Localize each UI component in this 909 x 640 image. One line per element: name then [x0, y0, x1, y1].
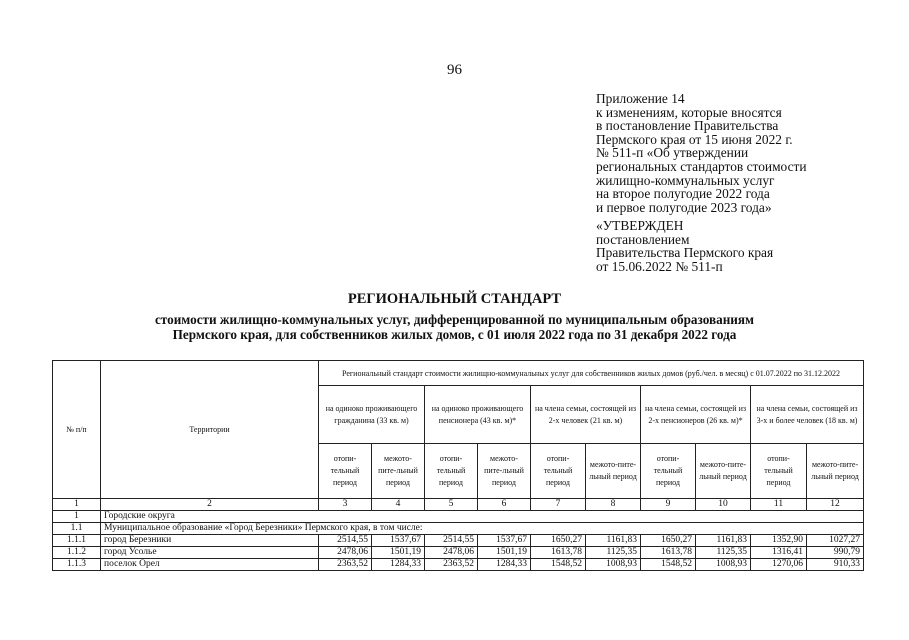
territory-name: город Усолье [101, 547, 319, 559]
cell-value: 1613,78 [531, 547, 586, 559]
cell-value: 1161,83 [696, 535, 751, 547]
header-num: № п/п [53, 361, 101, 499]
section-row [53, 523, 864, 535]
header-group: на одиноко проживающего гражданина (33 кв. м) [319, 386, 425, 444]
approved-line: от 15.06.2022 № 511-п [596, 258, 723, 274]
approved-line: «УТВЕРЖДЕН [596, 218, 684, 233]
standard-table [52, 360, 864, 571]
header-group: на одиноко проживающего пенсионера (43 кв. м)* [425, 386, 531, 444]
cell-value: 1537,67 [478, 535, 531, 547]
header-interheating: межото-пите-льный период [696, 444, 751, 499]
section-title: Муниципальное образование «Город Березники» Пермского края, в том числе: [101, 523, 864, 535]
cell-value: 1537,67 [372, 535, 425, 547]
row-index: 1.1.3 [53, 559, 101, 571]
cell-value: 1316,41 [751, 547, 807, 559]
appendix-line: жилищно-коммунальных услуг [596, 172, 775, 188]
header-heating: отопи-тельный период [319, 444, 372, 499]
territory-name: город Березники [101, 535, 319, 547]
column-number: 2 [101, 499, 319, 511]
cell-value: 1008,93 [696, 559, 751, 571]
cell-value: 1650,27 [531, 535, 586, 547]
subtitle-line: стоимости жилищно-коммунальных услуг, дифференцированной по муниципальным образованиям [154, 312, 755, 327]
column-number: 5 [425, 499, 478, 511]
cell-value: 1613,78 [641, 547, 696, 559]
cell-value: 2478,06 [425, 547, 478, 559]
cell-value: 1650,27 [641, 535, 696, 547]
header-heating: отопи-тельный период [641, 444, 696, 499]
header-group: на члена семьи, состоящей из 2-х пенсионеров (26 кв. м)* [641, 386, 751, 444]
table-row [53, 535, 864, 547]
approved-line: постановлением [596, 231, 690, 247]
header-interheating: межото-пите-льный период [478, 444, 531, 499]
section-row [53, 511, 864, 523]
approved-block [596, 219, 773, 273]
column-number: 6 [478, 499, 531, 511]
cell-value: 990,79 [807, 547, 864, 559]
row-index: 1 [53, 511, 101, 523]
row-index: 1.1.2 [53, 547, 101, 559]
header-group: на члена семьи, состоящей из 3-х и более человек (18 кв. м) [751, 386, 864, 444]
cell-value: 2478,06 [319, 547, 372, 559]
column-number: 4 [372, 499, 425, 511]
cell-value: 1352,90 [751, 535, 807, 547]
cell-value: 1284,33 [372, 559, 425, 571]
appendix-line: № 511-п «Об утверждении [596, 145, 749, 161]
row-index: 1.1 [53, 523, 101, 535]
cell-value: 1125,35 [696, 547, 751, 559]
cell-value: 2514,55 [425, 535, 478, 547]
column-number: 11 [751, 499, 807, 511]
appendix-line: и первое полугодие 2023 года» [596, 199, 772, 215]
appendix-line: на второе полугодие 2022 года [596, 186, 770, 202]
header-main: Региональный стандарт стоимости жилищно-коммунальных услуг для собственников жилых домов (руб./чел. в месяц) с 01.07.2022 по 31.12.2022 [319, 361, 864, 386]
cell-value: 1548,52 [531, 559, 586, 571]
appendix-block [596, 92, 807, 214]
cell-value: 1027,27 [807, 535, 864, 547]
cell-value: 1008,93 [586, 559, 641, 571]
appendix-line: в постановление Правительства [596, 118, 779, 134]
page-number: 96 [447, 62, 462, 78]
header-heating: отопи-тельный период [425, 444, 478, 499]
document-title: РЕГИОНАЛЬНЫЙ СТАНДАРТ [347, 291, 562, 307]
column-number: 9 [641, 499, 696, 511]
cell-value: 1501,19 [478, 547, 531, 559]
cell-value: 2363,52 [425, 559, 478, 571]
header-group: на члена семьи, состоящей из 2-х человек (21 кв. м) [531, 386, 641, 444]
column-number: 7 [531, 499, 586, 511]
header-interheating: межото-пите-льный период [586, 444, 641, 499]
header-territory: Территории [101, 361, 319, 499]
section-title: Городские округа [101, 511, 864, 523]
header-heating: отопи-тельный период [751, 444, 807, 499]
table-row [53, 547, 864, 559]
cell-value: 910,33 [807, 559, 864, 571]
cell-value: 2514,55 [319, 535, 372, 547]
column-number: 1 [53, 499, 101, 511]
table-row [53, 559, 864, 571]
header-interheating: межото-пите-льный период [372, 444, 425, 499]
document-subtitle [0, 312, 909, 342]
cell-value: 1501,19 [372, 547, 425, 559]
cell-value: 1548,52 [641, 559, 696, 571]
appendix-line: Пермского края от 15 июня 2022 г. [596, 131, 793, 147]
cell-value: 1125,35 [586, 547, 641, 559]
column-number: 8 [586, 499, 641, 511]
territory-name: поселок Орел [101, 559, 319, 571]
cell-value: 1161,83 [586, 535, 641, 547]
cell-value: 2363,52 [319, 559, 372, 571]
cell-value: 1284,33 [478, 559, 531, 571]
header-heating: отопи-тельный период [531, 444, 586, 499]
subtitle-line: Пермского края, для собственников жилых домов, с 01 июля 2022 года по 31 декабря 2022 года [172, 327, 737, 342]
appendix-line: к изменениям, которые вносятся [596, 104, 782, 120]
appendix-line: Приложение 14 [596, 91, 685, 106]
row-index: 1.1.1 [53, 535, 101, 547]
column-number: 3 [319, 499, 372, 511]
column-number: 12 [807, 499, 864, 511]
header-interheating: межото-пите-льный период [807, 444, 864, 499]
cell-value: 1270,06 [751, 559, 807, 571]
approved-line: Правительства Пермского края [596, 245, 774, 261]
column-number: 10 [696, 499, 751, 511]
appendix-line: региональных стандартов стоимости [596, 158, 807, 174]
